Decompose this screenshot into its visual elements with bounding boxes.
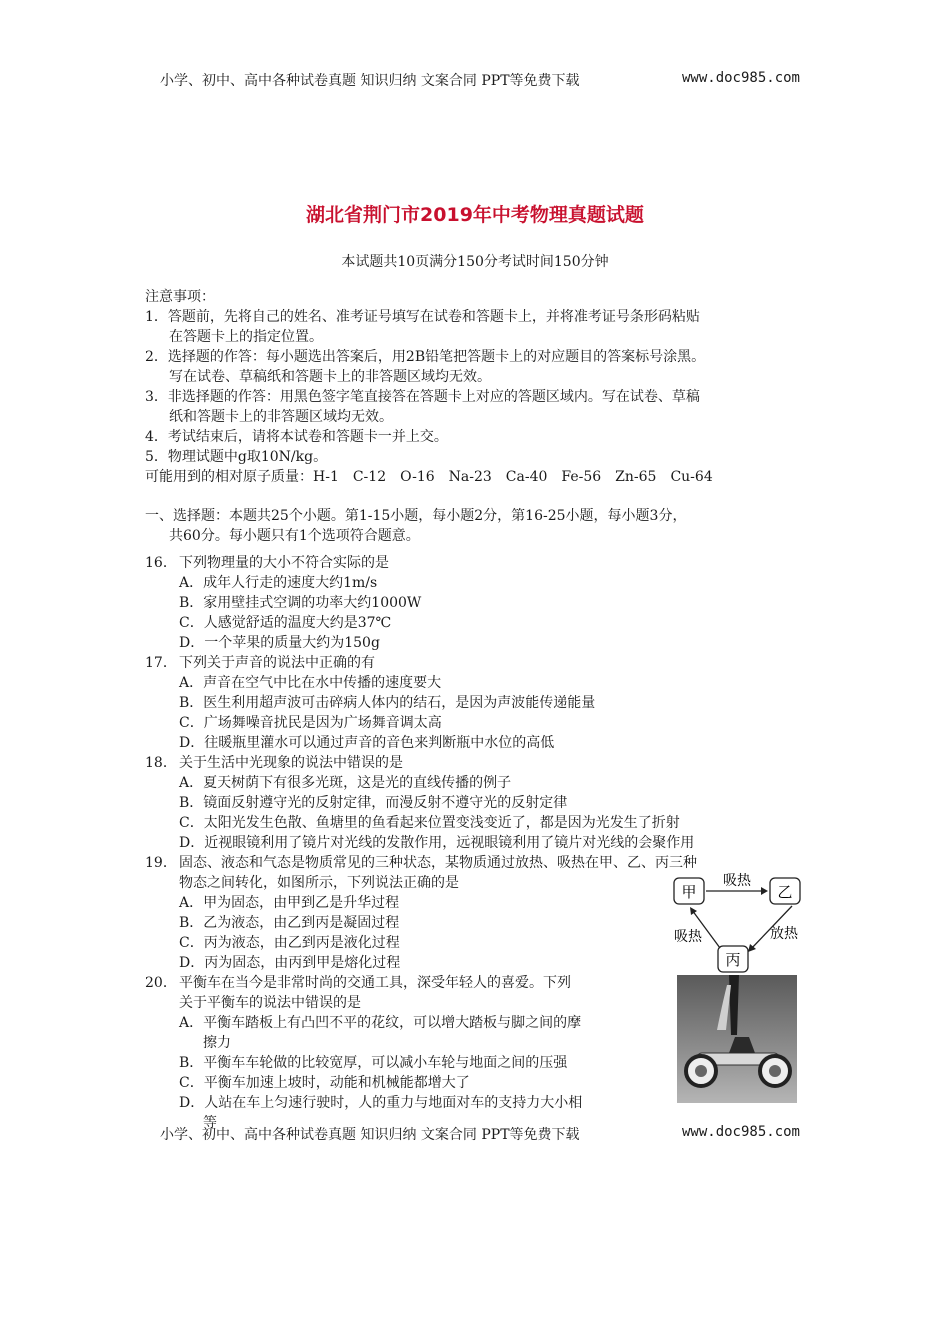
note-item: 纸和答题卡上的非答题区域均无效。 xyxy=(169,409,393,425)
footer-text: 小学、初中、高中各种试卷真题 知识归纳 文案合同 PPT等免费下载 xyxy=(160,1127,580,1143)
note-item: 5．物理试题中g取10N/kg。 xyxy=(145,449,328,465)
option-a: A．成年人行走的速度大约1m/s xyxy=(179,575,378,591)
arrowhead-icon xyxy=(690,907,697,915)
question-number: 18． xyxy=(145,755,177,771)
option-c: C．人感觉舒适的温度大约是37℃ xyxy=(179,615,392,631)
option-a: A．平衡车踏板上有凸凹不平的花纹，可以增大踏板与脚之间的摩 xyxy=(179,1015,582,1031)
option-b: B．医生利用超声波可击碎病人体内的结石，是因为声波能传递能量 xyxy=(179,695,596,711)
option-a-cont: 擦力 xyxy=(203,1035,231,1051)
option-a: A．声音在空气中比在水中传播的速度要大 xyxy=(179,675,442,691)
note-item: 1．答题前，先将自己的姓名、准考证号填写在试卷和答题卡上，并将准考证号条形码粘贴 xyxy=(145,309,700,325)
right-hub-shape xyxy=(769,1065,781,1077)
header-text: 小学、初中、高中各种试卷真题 知识归纳 文案合同 PPT等免费下载 xyxy=(160,73,580,89)
question-stem: 平衡车在当今是非常时尚的交通工具，深受年轻人的喜爱。下列 xyxy=(179,975,571,991)
option-d-cont: 等 xyxy=(203,1115,217,1131)
question-number: 19． xyxy=(145,855,177,871)
option-d: D．人站在车上匀速行驶时，人的重力与地面对车的支持力大小相 xyxy=(179,1095,583,1111)
section-heading xyxy=(145,506,815,546)
left-hub-shape xyxy=(695,1065,707,1077)
section-line: 共60分。每小题只有1个选项符合题意。 xyxy=(169,528,420,544)
option-c: C．平衡车加速上坡时，动能和机械能都增大了 xyxy=(179,1075,470,1091)
exam-subtitle: 本试题共10页满分150分考试时间150分钟 xyxy=(341,254,609,270)
question-number: 20． xyxy=(145,975,177,991)
option-b: B．乙为液态，由乙到丙是凝固过程 xyxy=(179,915,400,931)
balance-scooter-photo xyxy=(677,975,797,1103)
notes-heading: 注意事项： xyxy=(145,289,215,305)
edge-label-right: 放热 xyxy=(770,926,798,942)
node-b-label: 乙 xyxy=(777,883,793,901)
footer-site-link[interactable]: www.doc985.com xyxy=(681,1124,800,1140)
option-b: B．镜面反射遵守光的反射定律，而漫反射不遵守光的反射定律 xyxy=(179,795,568,811)
edge-label-left: 吸热 xyxy=(674,929,702,945)
atomic-mass-line: 可能用到的相对原子质量：H-1 C-12 O-16 Na-23 Ca-40 Fe-56 Zn-65 Cu-64 xyxy=(145,469,713,485)
notes-block xyxy=(145,287,815,487)
exam-title: 湖北省荆门市2019年中考物理真题试题 xyxy=(306,204,644,226)
note-item: 4．考试结束后，请将本试卷和答题卡一并上交。 xyxy=(145,429,448,445)
option-d: D．近视眼镜利用了镜片对光线的发散作用，远视眼镜利用了镜片对光线的会聚作用 xyxy=(179,835,695,851)
node-a-label: 甲 xyxy=(681,883,697,901)
option-d: D．丙为固态，由丙到甲是熔化过程 xyxy=(179,955,401,971)
question-stem: 下列物理量的大小不符合实际的是 xyxy=(179,555,389,571)
option-a: A．甲为固态，由甲到乙是升华过程 xyxy=(179,895,400,911)
question-stem: 固态、液态和气态是物质常见的三种状态，某物质通过放热、吸热在甲、乙、丙三种 xyxy=(179,855,697,871)
question-17 xyxy=(145,653,815,753)
option-c: C．广场舞噪音扰民是因为广场舞音调太高 xyxy=(179,715,442,731)
page-header xyxy=(160,70,800,90)
option-a: A．夏天树荫下有很多光斑，这是光的直线传播的例子 xyxy=(179,775,512,791)
question-stem: 下列关于声音的说法中正确的有 xyxy=(179,655,375,671)
question-stem: 关于生活中光现象的说法中错误的是 xyxy=(179,755,403,771)
section-line: 一、选择题：本题共25个小题。第1-15小题，每小题2分，第16-25小题，每小题3分， xyxy=(145,508,687,524)
question-stem-cont: 关于平衡车的说法中错误的是 xyxy=(179,995,361,1011)
question-number: 17． xyxy=(145,655,177,671)
note-item: 3．非选择题的作答：用黑色签字笔直接答在答题卡上对应的答题区域内。写在试卷、草稿 xyxy=(145,389,700,405)
edge-label-top: 吸热 xyxy=(723,873,751,889)
question-number: 16． xyxy=(145,555,177,571)
note-item: 2．选择题的作答：每小题选出答案后，用2B铅笔把答题卡上的对应题目的答案标号涂黑。 xyxy=(145,349,706,365)
question-16 xyxy=(145,553,815,653)
note-item: 在答题卡上的指定位置。 xyxy=(169,329,323,345)
option-c: C．丙为液态，由乙到丙是液化过程 xyxy=(179,935,400,951)
state-change-diagram xyxy=(668,870,818,975)
option-b: B．平衡车车轮做的比较宽厚，可以减小车轮与地面之间的压强 xyxy=(179,1055,568,1071)
arrowhead-icon xyxy=(761,887,768,895)
note-item: 写在试卷、草稿纸和答题卡上的非答题区域均无效。 xyxy=(169,369,491,385)
page-footer xyxy=(160,1124,800,1144)
header-site-link[interactable]: www.doc985.com xyxy=(681,70,800,86)
option-b: B．家用壁挂式空调的功率大约1000W xyxy=(179,595,422,611)
option-c: C．太阳光发生色散、鱼塘里的鱼看起来位置变浅变近了，都是因为光发生了折射 xyxy=(179,815,680,831)
question-18 xyxy=(145,753,815,853)
question-stem-cont: 物态之间转化，如图所示，下列说法正确的是 xyxy=(179,875,459,891)
option-d: D．往暖瓶里灌水可以通过声音的音色来判断瓶中水位的高低 xyxy=(179,735,555,751)
node-c-label: 丙 xyxy=(725,951,741,969)
option-d: D．一个苹果的质量大约为150g xyxy=(179,635,380,651)
